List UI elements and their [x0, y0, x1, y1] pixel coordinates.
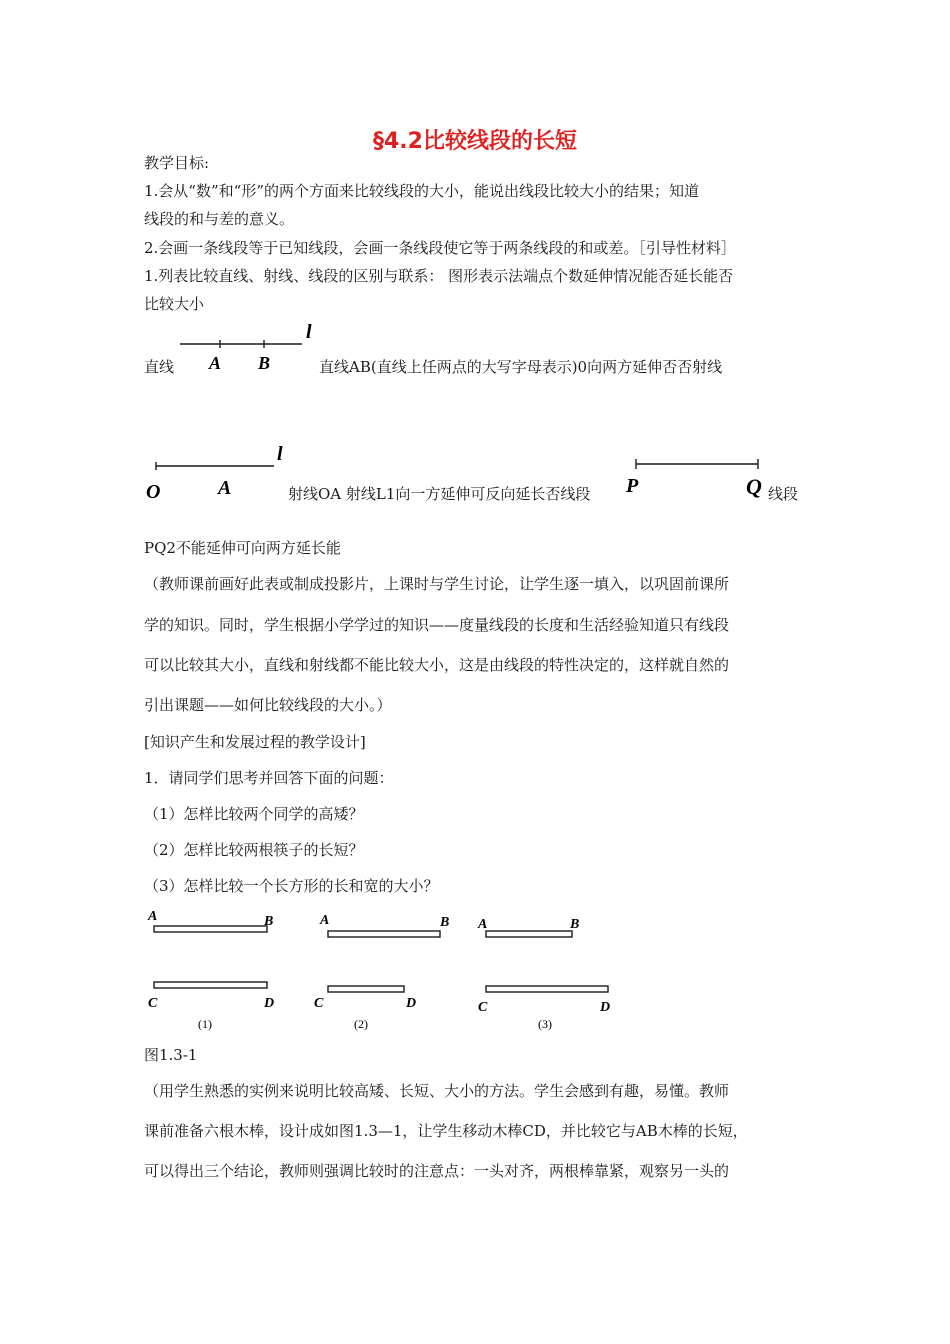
stick-ab	[486, 931, 572, 937]
label-b: B	[440, 915, 450, 930]
label-a: A	[209, 353, 222, 373]
label-a: A	[320, 913, 330, 928]
section-heading: [知识产生和发展过程的教学设计]	[144, 733, 366, 751]
label-b: B	[258, 353, 271, 373]
segment-figure	[624, 452, 774, 504]
stick-ab	[154, 926, 267, 932]
label-a: A	[478, 917, 488, 932]
row-seg-label: 线段	[768, 485, 799, 503]
stick-cd	[154, 982, 267, 988]
stick-group-1	[147, 909, 274, 1031]
stick-group-2	[314, 913, 449, 1031]
stick-ab	[328, 931, 440, 937]
note-1-line-4: 引出课题——如何比较线段的大小。）	[144, 696, 392, 714]
item-1-line-1: 1.列表比较直线、射线、线段的区别与联系： 图形表示法端点个数延伸情况能否延长能否	[144, 267, 734, 285]
label-l: l	[306, 321, 312, 343]
label-b: B	[570, 917, 580, 932]
stick-figure	[144, 906, 624, 1036]
stick-cd	[486, 986, 608, 992]
row-seg-text: PQ2不能延伸可向两方延长能	[144, 539, 341, 557]
goal-1-line-1: 1.会从“数”和“形”的两个方面来比较线段的大小，能说出线段比较大小的结果；知道	[144, 182, 699, 200]
note-1-line-3: 可以比较其大小，直线和射线都不能比较大小，这是由线段的特性决定的，这样就自然的	[144, 656, 730, 674]
label-q: Q	[746, 474, 762, 499]
goal-1-line-2: 线段的和与差的意义。	[144, 210, 295, 228]
label-d: D	[264, 996, 275, 1011]
caption-3: (3)	[538, 1017, 552, 1031]
row-line-label: 直线	[144, 358, 175, 376]
note-2-line-1: （用学生熟悉的实例来说明比较高矮、长短、大小的方法。学生会感到有趣，易懂。教师	[144, 1082, 730, 1100]
caption-2: (2)	[354, 1017, 368, 1031]
question-1: （1）怎样比较两个同学的高矮？	[144, 805, 364, 823]
question-intro: 1．请同学们思考并回答下面的问题：	[144, 769, 394, 787]
label-o: O	[146, 481, 161, 503]
label-c: C	[478, 1000, 488, 1015]
goal-2: 2.会画一条线段等于已知线段，会画一条线段使它等于两条线段的和或差。［引导性材料］	[144, 239, 736, 257]
stick-group-3	[477, 917, 610, 1031]
label-c: C	[314, 996, 324, 1011]
ray-figure	[144, 438, 294, 502]
note-1-line-1: （教师课前画好此表或制成投影片，上课时与学生讨论，让学生逐一填入，以巩固前课所	[144, 575, 730, 593]
item-1-line-2: 比较大小	[144, 295, 205, 313]
label-p: P	[626, 475, 639, 497]
row-line-text: 直线AB(直线上任两点的大写字母表示)0向两方延伸否否射线	[319, 358, 723, 376]
stick-cd	[328, 986, 404, 992]
row-ray-text: 射线OA 射线L1向一方延伸可反向延长否线段	[288, 485, 591, 503]
label-c: C	[148, 996, 158, 1011]
caption-1: (1)	[198, 1017, 212, 1031]
label-d: D	[406, 996, 417, 1011]
label-d: D	[600, 1000, 611, 1015]
figure-caption: 图1.3-1	[144, 1046, 198, 1064]
goals-heading: 教学目标:	[144, 154, 210, 172]
note-2-line-3: 可以得出三个结论，教师则强调比较时的注意点：一头对齐，两根棒靠紧，观察另一头的	[144, 1162, 730, 1180]
note-1-line-2: 学的知识。同时，学生根据小学学过的知识——度量线段的长度和生活经验知道只有线段	[144, 616, 730, 634]
label-l: l	[277, 443, 283, 465]
label-b: B	[264, 914, 274, 929]
label-a: A	[148, 909, 158, 924]
page-title: §4.2比较线段的长短	[373, 129, 577, 154]
question-2: （2）怎样比较两根筷子的长短？	[144, 841, 364, 859]
note-2-line-2: 课前准备六根木棒，设计成如图1.3—1，让学生移动木棒CD，并比较它与AB木棒的长短，	[144, 1122, 748, 1140]
question-3: （3）怎样比较一个长方形的长和宽的大小？	[144, 877, 439, 895]
line-figure	[180, 318, 320, 376]
label-a: A	[218, 477, 232, 499]
